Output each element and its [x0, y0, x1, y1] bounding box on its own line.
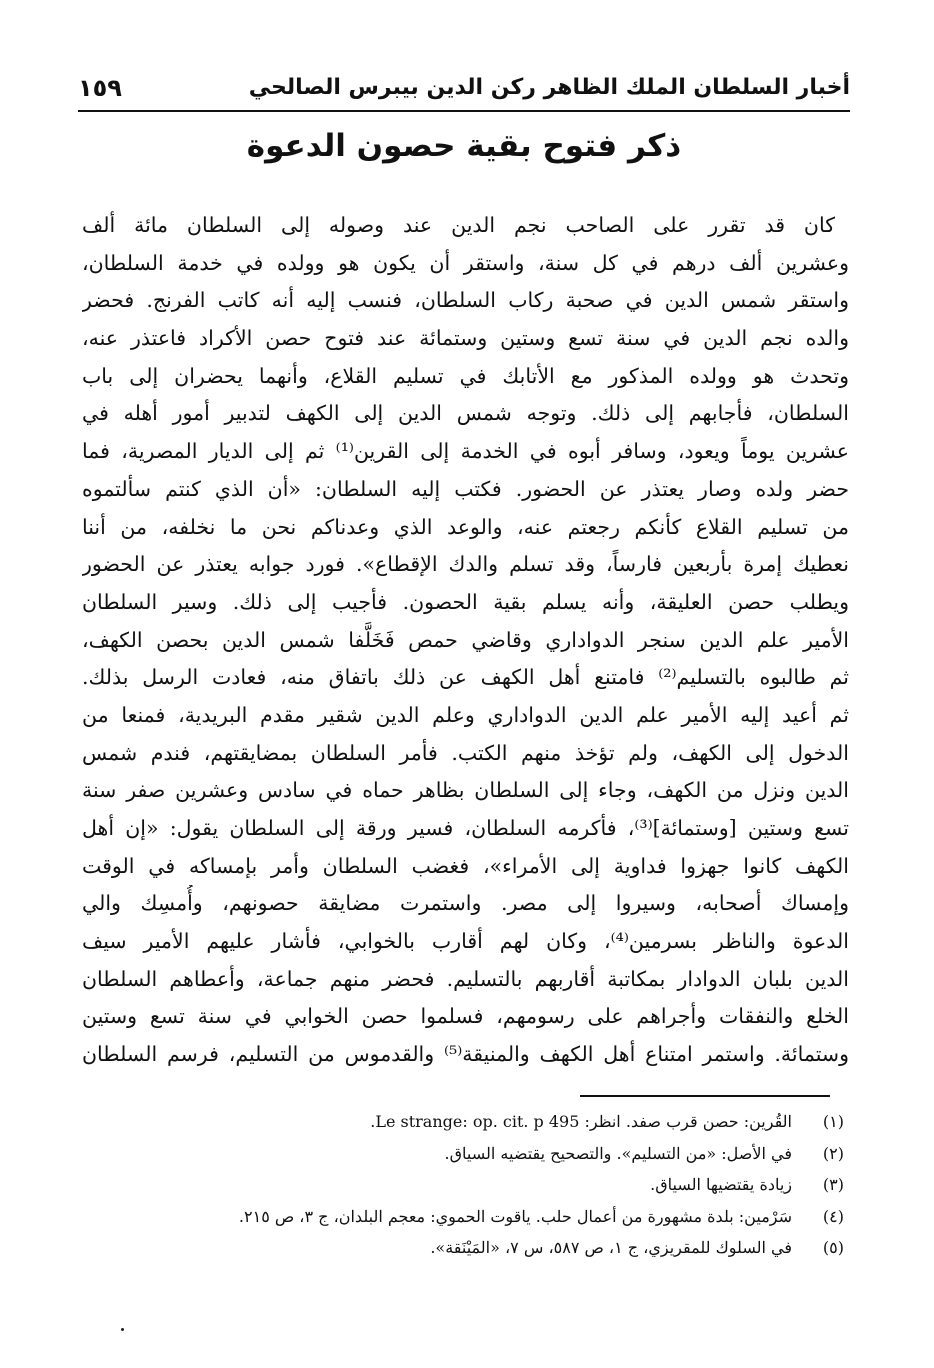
body-line: وإمساك أصحابه، وسيروا إلى مصر. واستمرت مضايقة حصونهم، وأُمسِك والي [82, 891, 849, 916]
body-line: من تسليم القلاع كأنكم رجعتم عنه، والوعد الذي وعدناكم نحن ما نخلفه، من أننا [82, 514, 849, 539]
footnote-text: سَرْمين: بلدة مشهورة من أعمال حلب. ياقوت الحموي: معجم البلدان، ج ٣، ص ٢١٥. [238, 1206, 792, 1226]
footnote-number: (١) [822, 1112, 844, 1131]
body-line: وتحدث هو وولده المذكور مع الأتابك في تسليم القلاع، وأنهما يحضران إلى باب [82, 363, 849, 388]
scan-speck [121, 1328, 124, 1331]
body-line: تسع وستين [وستمائة]⁽³⁾، فأكرمه السلطان، فسير ورقة إلى السلطان يقول: «إن أهل [82, 816, 849, 840]
body-line: الكهف كانوا جهزوا فداوية إلى الأمراء»، فغضب السلطان وأمر بإمساكه في الوقت [82, 853, 849, 878]
footnote [100, 1201, 844, 1233]
footnote-number: (٣) [822, 1175, 844, 1194]
running-title: أخبار السلطان الملك الظاهر ركن الدين بيبرس الصالحي [248, 75, 850, 100]
body-line: ثم طالبوه بالتسليم⁽²⁾ فامتنع أهل الكهف عن ذلك باتفاق منه، فعادت الرسل بذلك. [82, 665, 849, 690]
footnote-separator [580, 1095, 830, 1097]
footnote-text: في السلوك للمقريزي، ج ١، ص ٥٨٧، س ٧، «المَيْنَقة». [430, 1238, 792, 1257]
footnote-text: القُرين: حصن قرب صفد. انظر: Le strange: op. cit. p 495. [370, 1112, 792, 1131]
body-line: الخلع والنفقات وأجراهم على رسومهم، فسلموا حصن الخوابي في سنة تسع وستين [82, 1004, 849, 1029]
footnote-number: (٤) [822, 1206, 844, 1226]
running-header [78, 60, 850, 112]
section-title: ذكر فتوح بقية حصون الدعوة [246, 128, 682, 164]
body-line: الدخول إلى الكهف، ولم تؤخذ منهم الكتب. فأمر السلطان بمضايقتهم، فندم شمس [82, 740, 849, 765]
footnote-number: (٢) [822, 1143, 844, 1163]
body-line: ويطلب حصن العليقة، وأنه يسلم بقية الحصون. فأجيب إلى ذلك. وسير السلطان [82, 589, 849, 614]
body-line: عشرين يوماً ويعود، وسافر أبوه في الخدمة إلى القرين⁽¹⁾ ثم إلى الديار المصرية، فما [82, 439, 849, 464]
page-number: ١٥٩ [78, 74, 122, 102]
body-line: وستمائة. واستمر امتناع أهل الكهف والمنيقة⁽⁵⁾ والقدموس من التسليم، فرسم السلطان [82, 1042, 849, 1067]
footnote [100, 1138, 844, 1170]
body-line: الأمير علم الدين سنجر الدواداري وقاضي حمص فَخَلَّفا شمس الدين بحصن الكهف، [82, 627, 849, 652]
footnote-number: (٥) [822, 1238, 844, 1257]
body-text [82, 207, 849, 1074]
footnote-text: في الأصل: «من التسليم». والتصحيح يقتضيه السياق. [444, 1143, 792, 1163]
body-line: حضر ولده وصار يعتذر عن الحضور. فكتب إليه السلطان: «أن الذي كنتم سألتموه [82, 476, 849, 501]
footnotes [100, 1106, 844, 1264]
footnote [100, 1106, 844, 1138]
body-line: والده نجم الدين في سنة تسع وستين وستمائة عند فتوح حصن الأكراد فاعتذر عنه، [82, 326, 849, 351]
body-line: كان قد تقرر على الصاحب نجم الدين عند وصوله إلى السلطان مائة ألف [82, 213, 835, 237]
footnote [100, 1232, 844, 1264]
body-line: وعشرين ألف درهم في كل سنة، واستقر أن يكون هو وولده في خدمة السلطان، [82, 250, 849, 275]
body-line: ثم أعيد إليه الأمير علم الدين الدواداري وعلم الدين شقير مقدم البريدية، فمنعا من [82, 702, 849, 727]
footnote [100, 1169, 844, 1201]
body-line: نعطيك إمرة بأربعين فارساً، وقد تسلم والدك الإقطاع». فورد جوابه يعتذر عن الحضور [82, 552, 849, 577]
footnote-text: زيادة يقتضيها السياق. [650, 1175, 792, 1194]
body-line: الدين بلبان الدوادار بمكاتبة أقاربهم بالتسليم. فحضر منهم جماعة، وأعطاهم السلطان [82, 966, 849, 991]
body-line: الدين ونزل من الكهف، وجاء إلى السلطان بظاهر حماه في سادس وعشرين صفر سنة [82, 778, 849, 803]
body-line: واستقر شمس الدين في صحبة ركاب السلطان، فنسب إليه أنه كاتب الفرنج. فحضر [82, 288, 849, 313]
body-line: الدعوة والناظر بسرمين⁽⁴⁾، وكان لهم أقارب بالخوابي، فأشار عليهم الأمير سيف [82, 929, 849, 954]
body-line: السلطان، فأجابهم إلى ذلك. وتوجه شمس الدين إلى الكهف لتدبير أمور أهله في [82, 401, 849, 426]
